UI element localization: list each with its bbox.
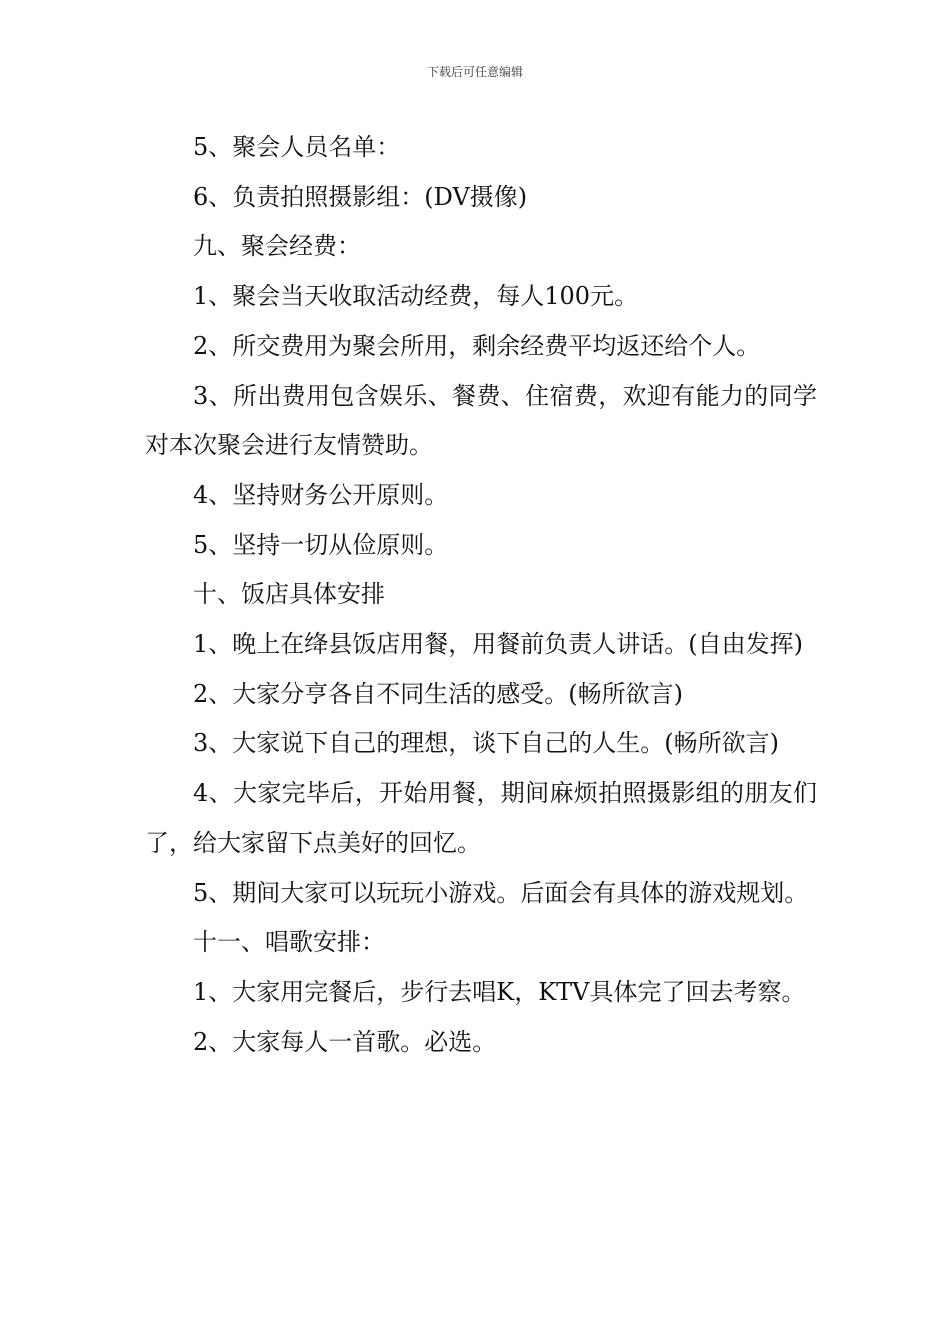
paragraph: 4、坚持财务公开原则。 [193,480,449,509]
paragraph: 4、大家完毕后，开始用餐，期间麻烦拍照摄影组的朋友们了，给大家留下点美好的回忆。 [145,779,817,857]
paragraph: 2、大家每人一首歌。必选。 [193,1027,497,1056]
section-heading: 十、饭店具体安排 [193,580,385,609]
paragraph: 2、大家分亨各自不同生活的感受。(畅所欲言) [193,679,683,708]
paragraph: 1、聚会当天收取活动经费，每人100元。 [193,282,639,311]
document-body [145,123,817,1067]
section-heading: 十一、唱歌安排： [193,928,385,957]
paragraph: 3、所出费用包含娱乐、餐费、住宿费，欢迎有能力的同学对本次聚会进行友情赞助。 [145,381,817,460]
paragraph: 3、大家说下自己的理想，谈下自己的人生。(畅所欲言) [193,729,779,758]
section-heading: 九、聚会经费： [193,232,361,261]
paragraph: 2、所交费用为聚会所用，剩余经费平均返还给个人。 [193,331,761,360]
paragraph: 5、期间大家可以玩玩小游戏。后面会有具体的游戏规划。 [193,878,809,907]
paragraph: 6、负责拍照摄影组：(DV摄像) [193,182,528,211]
paragraph: 5、坚持一切从俭原则。 [193,530,449,559]
paragraph: 1、大家用完餐后，步行去唱K，KTV具体完了回去考察。 [193,977,806,1006]
paragraph: 1、晚上在绛县饭店用餐，用餐前负责人讲话。(自由发挥) [193,630,803,659]
page-header-note: 下载后可任意编辑 [426,65,523,79]
paragraph: 5、聚会人员名单： [193,133,401,161]
